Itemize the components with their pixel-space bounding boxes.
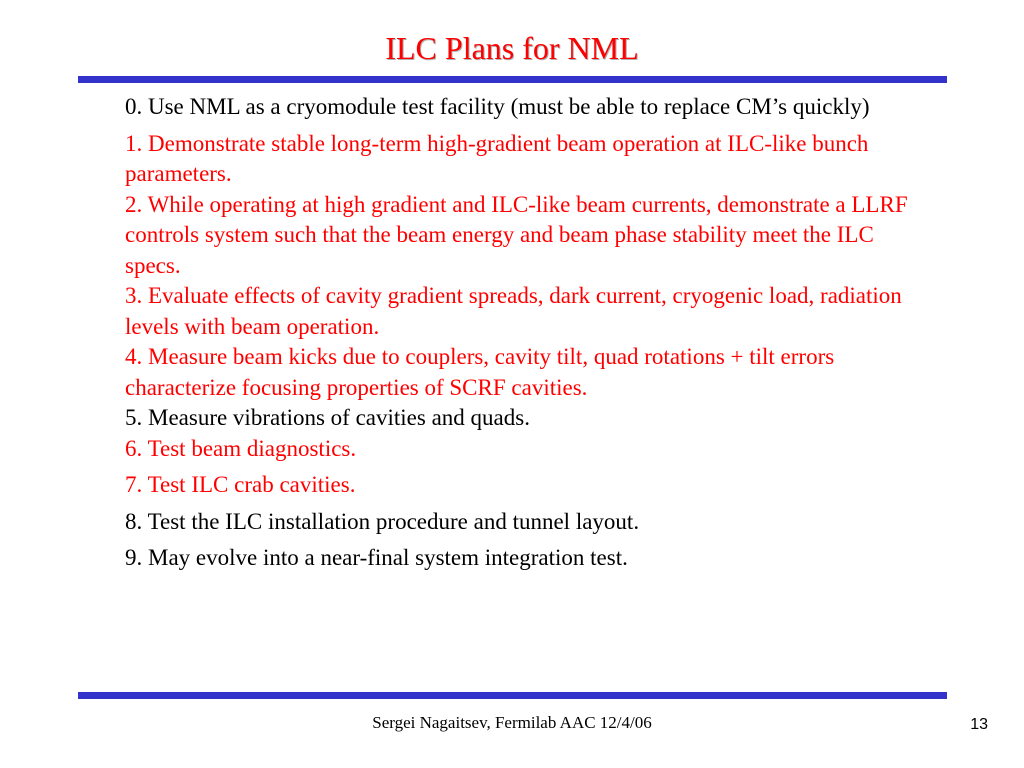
list-item: 9. May evolve into a near-final system integration test. (125, 545, 628, 570)
list-item: 3. Evaluate effects of cavity gradient spreads, dark current, cryogenic load, radiation levels with beam operation. (125, 283, 902, 339)
top-divider (78, 76, 947, 83)
list-item: 6. Test beam diagnostics. (125, 435, 357, 461)
list-item: 1. Demonstrate stable long-term high-gradient beam operation at ILC-like bunch parameters. (125, 130, 869, 186)
list-item: 8. Test the ILC installation procedure and tunnel layout. (125, 508, 640, 534)
slide-number: 13 (970, 716, 988, 733)
slide-body (125, 92, 935, 574)
list-item: 0. Use NML as a cryomodule test facility (must be able to replace CM’s quickly) (125, 94, 870, 119)
slide-title: ILC Plans for NML (385, 30, 639, 66)
list-item: 2. While operating at high gradient and ILC-like beam currents, demonstrate a LLRF controls system such that the beam energy and beam phase stability meet the ILC specs. (125, 191, 908, 278)
list-item: 7. Test ILC crab cavities. (125, 472, 356, 497)
bottom-divider (78, 692, 947, 699)
list-item: 4. Measure beam kicks due to couplers, cavity tilt, quad rotations + tilt errors characterize focusing properties of SCRF cavities. (125, 344, 835, 400)
slide-footer: Sergei Nagaitsev, Fermilab AAC 12/4/06 (372, 713, 652, 732)
list-item: 5. Measure vibrations of cavities and quads. (125, 405, 530, 430)
